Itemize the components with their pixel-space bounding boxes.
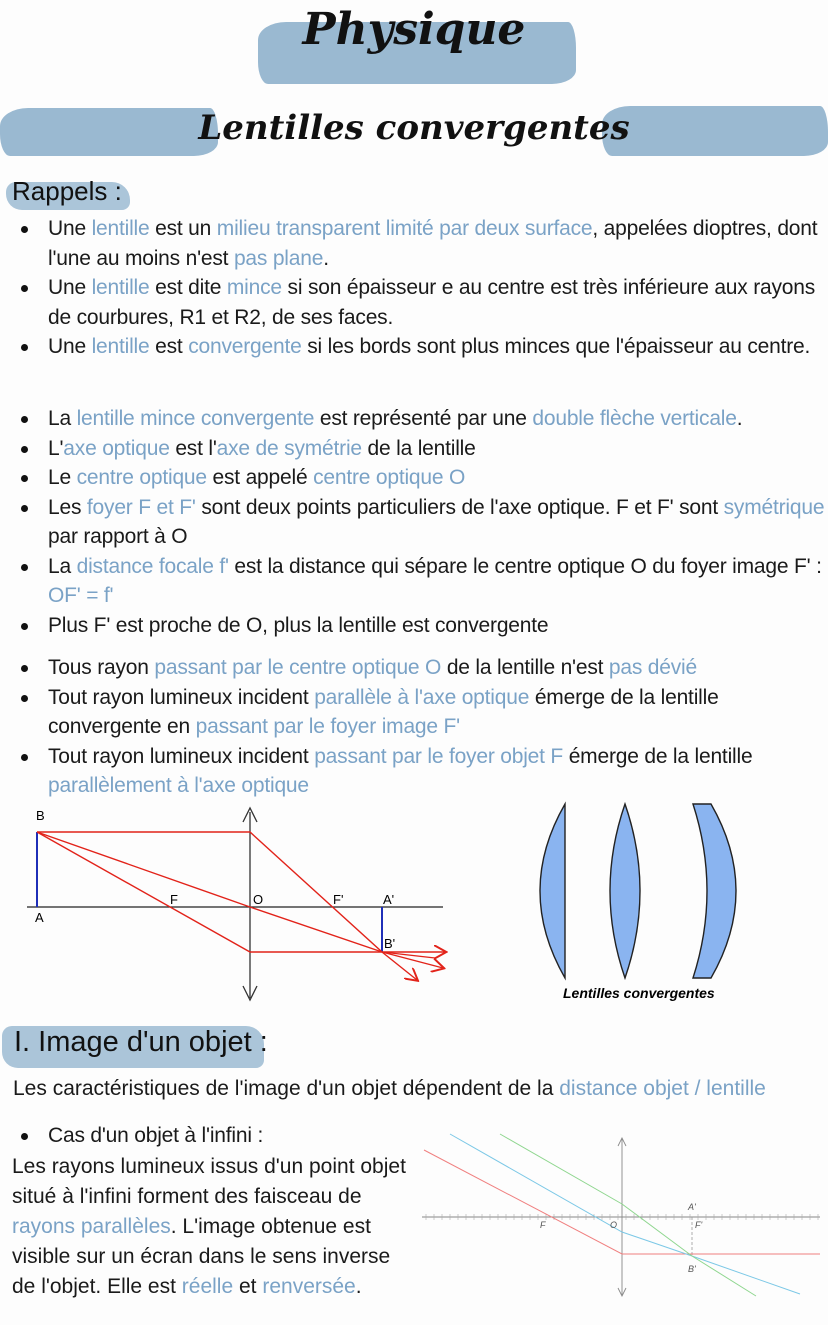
highlighted-term: mince: [226, 276, 282, 299]
text-run: Une: [48, 276, 92, 299]
rappels-list-3: [8, 653, 826, 801]
highlighted-term: rayons parallèles: [12, 1215, 171, 1238]
ray-green-2: [500, 1134, 756, 1296]
page-subtitle: Lentilles convergentes: [198, 108, 630, 148]
highlighted-term: lentille: [91, 335, 150, 358]
section-1-case-text: [12, 1152, 417, 1302]
bullet-item: [8, 214, 826, 273]
label-Bp: B': [384, 936, 396, 951]
text-run: Plus F' est proche de O, plus la lentille est convergente: [48, 613, 549, 637]
bullet-item: [8, 332, 826, 362]
highlighted-term: lentille: [91, 217, 150, 240]
text-run: , appelées dioptres, dont l'une au moins n'est: [48, 217, 818, 270]
section-1-heading: I. Image d'un objet :: [14, 1026, 268, 1059]
bullet-item: [8, 742, 826, 801]
bullet-item: [8, 611, 826, 641]
text-run: est: [149, 335, 189, 358]
text-run: sont deux points particuliers de l'axe optique. F et F' sont: [195, 495, 724, 519]
label-Fp: F': [333, 892, 344, 907]
text-run: .: [355, 1275, 362, 1298]
text-run: est l': [169, 436, 217, 460]
text-run: si son épaisseur e au centre est très inférieure aux rayons de courbures, R1 et R2, de ses faces.: [48, 276, 816, 329]
text-run: Tous rayon: [48, 656, 155, 679]
text-run: est dite: [149, 276, 227, 299]
bullet-item: [8, 434, 826, 464]
bullet-item: [8, 653, 826, 683]
highlighted-term: passant par le centre optique O: [154, 656, 442, 679]
text-run: La: [48, 407, 77, 430]
rappels-heading: Rappels :: [12, 176, 122, 207]
text-run: Tout rayon lumineux incident: [48, 685, 315, 709]
section-1-case-list: [8, 1121, 428, 1151]
bullet-item: [8, 273, 826, 332]
section-1-intro: [13, 1074, 828, 1104]
ray-cyan-2: [450, 1134, 800, 1294]
text-run: Les caractéristiques de l'image d'un objet dépendent de la: [13, 1077, 560, 1100]
case-infinity-bullet: Cas d'un objet à l'infini :: [8, 1121, 428, 1151]
label-B: B: [36, 808, 45, 823]
text-run: .: [736, 407, 743, 430]
highlighted-term: lentille mince convergente: [76, 407, 315, 430]
text-run: . L'image obtenue est visible sur un écran dans le sens inverse de l'objet. Elle est: [12, 1215, 391, 1298]
highlighted-term: lentille: [91, 276, 150, 299]
highlighted-term: convergente: [188, 335, 302, 358]
text-run: est un: [149, 217, 217, 240]
highlighted-term: réelle: [181, 1275, 234, 1298]
text-run: par rapport à O: [48, 525, 188, 548]
text-run: émerge de la lentille convergente en: [48, 685, 719, 738]
text-run: La: [48, 554, 77, 578]
bullet-item: [8, 552, 826, 611]
highlighted-term: parallèlement à l'axe optique: [48, 774, 309, 797]
label2-Fp: F': [695, 1220, 703, 1230]
lens-shapes-figure: [525, 798, 755, 1008]
highlighted-term: centre optique O: [313, 466, 466, 489]
meniscus-lens: [693, 804, 736, 978]
text-run: est la distance qui sépare le centre optique O du foyer image F' :: [228, 554, 822, 578]
text-run: de la lentille: [361, 436, 476, 460]
text-run: Une: [48, 217, 92, 240]
biconvex-lens: [610, 804, 640, 978]
text-run: si les bords sont plus minces que l'épaisseur au centre.: [301, 335, 811, 358]
bullet-item: [8, 493, 826, 552]
highlighted-term: distance focale f': [76, 554, 229, 578]
highlighted-term: pas plane: [233, 246, 324, 270]
label2-Ap: A': [688, 1202, 696, 1212]
label-F: F: [170, 892, 178, 907]
highlighted-term: axe de symétrie: [216, 436, 362, 460]
ray-diagram-infinite-object: [420, 1132, 828, 1302]
text-run: Tout rayon lumineux incident: [48, 744, 315, 768]
highlighted-term: axe optique: [63, 436, 170, 460]
text-run: de la lentille n'est: [441, 656, 609, 679]
text-run: Les rayons lumineux issus d'un point objet situé à l'infini forment des faisceau de: [12, 1155, 406, 1208]
label2-F: F: [540, 1220, 546, 1230]
label-A: A: [35, 910, 44, 925]
text-run: est représenté par une: [314, 407, 533, 430]
highlighted-term: centre optique: [76, 466, 207, 489]
text-run: émerge de la lentille: [563, 744, 753, 768]
text-run: et: [233, 1275, 263, 1298]
label2-O: O: [610, 1220, 618, 1230]
highlighted-term: renversée: [262, 1275, 356, 1298]
bullet-item: [8, 683, 826, 742]
text-run: .: [323, 246, 329, 270]
text-run: Les: [48, 495, 87, 519]
text-run: Une: [48, 335, 92, 358]
highlighted-term: distance objet / lentille: [559, 1077, 766, 1100]
highlighted-term: parallèle à l'axe optique: [314, 685, 530, 709]
rappels-list-1: [8, 214, 826, 362]
page-title: Physique: [302, 4, 526, 55]
label2-Bp: B': [688, 1264, 696, 1274]
ray-parallel: [37, 832, 417, 980]
rappels-list-2: [8, 404, 826, 640]
highlighted-term: passant par le foyer image F': [195, 715, 460, 738]
plano-convex-lens: [540, 804, 565, 978]
highlighted-term: double flèche verticale: [532, 407, 737, 430]
label-O: O: [253, 892, 264, 907]
highlighted-term: pas dévié: [608, 656, 698, 679]
highlighted-term: OF' = f': [48, 584, 114, 607]
ray-diagram-convergent-lens: [25, 800, 455, 1010]
text-run: L': [48, 436, 64, 460]
highlighted-term: milieu transparent limité par deux surface: [216, 217, 593, 240]
lens-figure-caption: Lentilles convergentes: [563, 985, 715, 1001]
highlighted-term: foyer F et F': [86, 495, 196, 519]
text-run: est appelé: [206, 466, 314, 489]
bullet-item: [8, 463, 826, 493]
text-run: Le: [48, 466, 77, 489]
highlighted-term: passant par le foyer objet F: [314, 744, 564, 768]
bullet-item: [8, 404, 826, 434]
label-Ap: A': [383, 892, 395, 907]
highlighted-term: symétrique: [723, 495, 825, 519]
